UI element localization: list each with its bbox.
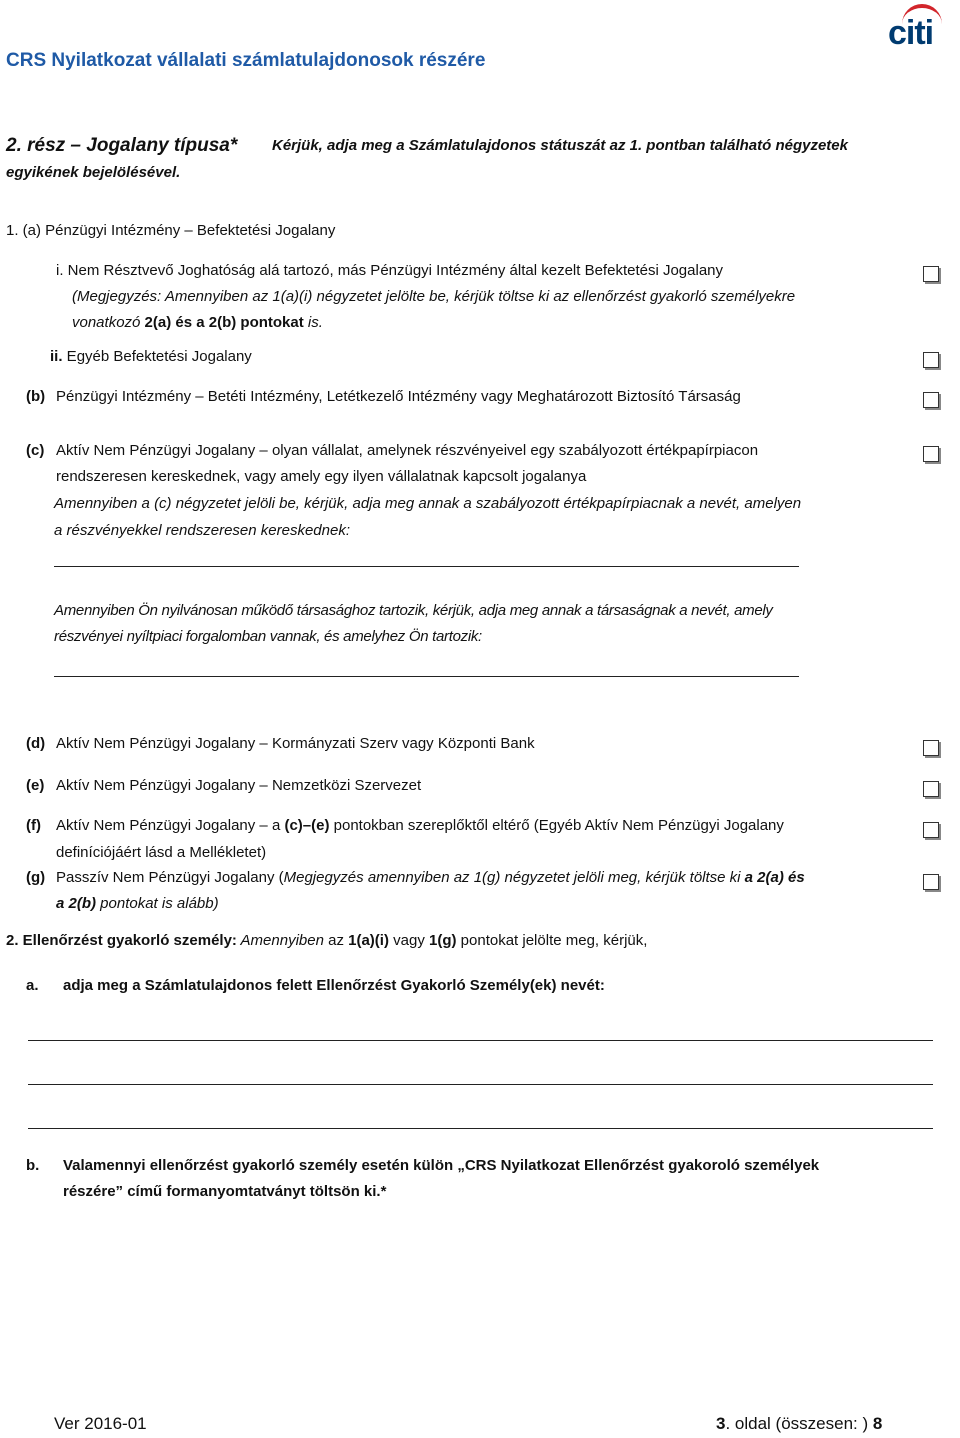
option-1f-text-1 [56,817,784,834]
option-1c-note-3: Amennyiben Ön nyilvánosan működő társasághoz tartozik, kérjük, adja meg annak a társaságnak a nevét, amely [54,602,773,619]
option-1b-marker: (b) [26,388,46,405]
option-1g-text-2 [56,895,219,912]
checkbox-1a-ii[interactable] [923,352,939,368]
option-1a-ii-number: ii. [50,348,63,365]
part2-heading: 2. rész – Jogalany típusa* [6,135,238,156]
s2-heading-post: pontokat jelölte meg, kérjük, [456,932,648,949]
option-1f-marker: (f) [26,817,41,834]
s2-heading-b1: 1(a)(i) [348,932,389,949]
option-1c-note-1: Amennyiben a (c) négyzetet jelöli be, kérjük, adja meg annak a szabályozott értékpapírpiacnak a nevét, amelyen [54,495,802,512]
s2-heading-bold: 2. Ellenőrzést gyakorló személy: [6,932,237,949]
market-name-input-line[interactable] [54,566,799,567]
part2-instruction-1: Kérjük, adja meg a Számlatulajdonos státuszát az 1. pontban található négyzetek [272,137,848,154]
option-1c-text-2: rendszeresen kereskednek, vagy amely egy ilyen vállalatnak kapcsolt jogalanya [56,468,587,485]
option-1d-marker: (d) [26,735,46,752]
footer-page-text: . oldal (összesen: ) [725,1414,869,1433]
f-text-bold: (c)–(e) [284,817,330,834]
g-text-bold: a 2(a) és [744,869,805,886]
option-1d-text: Aktív Nem Pénzügyi Jogalany – Kormányzati Szerv vagy Központi Bank [56,735,535,752]
checkbox-1e[interactable] [923,781,939,797]
g-text-italic: Megjegyzés amennyiben az 1(g) négyzetet jelöli meg, kérjük töltse ki [283,869,745,886]
checkbox-1b[interactable] [923,392,939,408]
option-1e-marker: (e) [26,777,45,794]
option-1a-ii-label [50,348,252,365]
f-text-post: pontokban szereplőktől eltérő (Egyéb Aktív Nem Pénzügyi Jogalany [329,817,784,834]
option-1f-text-2: definíciójáért lásd a Mellékletet) [56,844,267,861]
checkbox-1d[interactable] [923,740,939,756]
option-1g-marker: (g) [26,869,46,886]
g-text2-italic: pontokat is alább) [96,895,219,912]
option-1c-marker: (c) [26,442,45,459]
section-1a-heading: 1. (a) Pénzügyi Intézmény – Befektetési Jogalany [6,222,336,239]
company-name-input-line[interactable] [54,676,799,677]
option-1c-text-1: Aktív Nem Pénzügyi Jogalany – olyan vállalat, amelynek részvényeivel egy szabályozott értékpapírpiacon [56,442,759,459]
logo-text: citi [888,14,934,52]
checkbox-1a-i[interactable] [923,266,939,282]
g-text-pre: Passzív Nem Pénzügyi Jogalany ( [56,869,284,886]
s2-heading-b2: 1(g) [429,932,457,949]
section-2b-text-2: részére” című formanyomtatványt töltsön ki.* [63,1183,387,1200]
section-2b-marker: b. [26,1157,40,1174]
s2-heading-mid1: az [323,932,349,949]
controller-name-line-2[interactable] [28,1084,933,1085]
document-title: CRS Nyilatkozat vállalati számlatulajdonosok részére [6,50,486,71]
citi-logo [884,4,950,50]
section-2b-text-1: Valamennyi ellenőrzést gyakorló személy esetén külön „CRS Nyilatkozat Ellenőrzést gyakoroló személyek [63,1157,820,1174]
section-2-heading [6,932,647,949]
checkbox-1f[interactable] [923,822,939,838]
section-2a-marker: a. [26,977,39,994]
f-text-pre: Aktív Nem Pénzügyi Jogalany – a [56,817,285,834]
option-1c-note-4: részvényei nyíltpiaci forgalomban vannak, és amelyhez Ön tartozik: [54,628,482,645]
checkbox-1c[interactable] [923,446,939,462]
option-1a-i-note-1: (Megjegyzés: Amennyiben az 1(a)(i) négyzetet jelölte be, kérjük töltse ki az ellenőrzést gyakorló személyekre [72,288,796,305]
option-1g-text-1 [56,869,805,886]
option-1c-note-2: a részvényekkel rendszeresen kereskednek: [54,522,350,539]
option-1b-text: Pénzügyi Intézmény – Betéti Intézmény, Letétkezelő Intézmény vagy Meghatározott Biztosító Társaság [56,388,741,405]
footer-version: Ver 2016-01 [54,1414,147,1433]
controller-name-line-1[interactable] [28,1040,933,1041]
part2-instruction-2: egyikének bejelölésével. [6,164,181,181]
footer-page-total: 8 [872,1414,883,1433]
note-2-bold: 2(a) és a 2(b) pontokat [144,314,304,331]
s2-heading-mid2: vagy [388,932,429,949]
option-1e-text: Aktív Nem Pénzügyi Jogalany – Nemzetközi Szervezet [56,777,422,794]
g-text2-bold: a 2(b) [56,895,97,912]
option-1a-i-note-2 [72,314,323,331]
s2-heading-italic: Amennyiben [236,932,324,949]
footer-page-number: 3 [716,1414,726,1433]
footer-page-info [716,1414,882,1434]
option-1a-ii-text: Egyéb Befektetési Jogalany [62,348,252,365]
option-1a-i-label: i. Nem Résztvevő Joghatóság alá tartozó, más Pénzügyi Intézmény által kezelt Befektetési Jogalany [56,262,724,279]
checkbox-1g[interactable] [923,874,939,890]
note-2-pre: vonatkozó [72,314,145,331]
note-2-post: is. [303,314,323,331]
section-2a-text: adja meg a Számlatulajdonos felett Ellenőrzést Gyakorló Személy(ek) nevét: [63,977,605,994]
controller-name-line-3[interactable] [28,1128,933,1129]
